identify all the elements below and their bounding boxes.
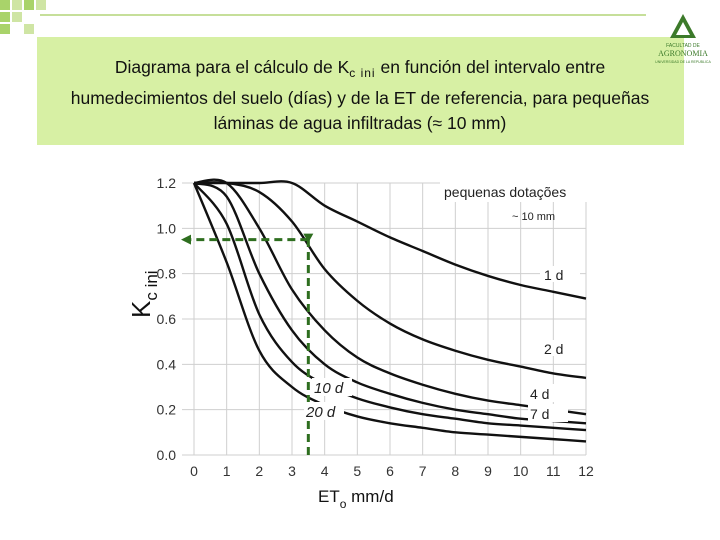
x-tick-label: 0 (190, 463, 198, 479)
x-tick-label: 4 (320, 463, 329, 479)
y-axis-label-sub: c ini (142, 270, 161, 301)
x-axis-label-unit: mm/d (346, 487, 394, 506)
logo-text-2: AGRONOMIA (658, 49, 708, 58)
guide-lines (181, 234, 313, 455)
label-10d: 10 d (314, 380, 344, 397)
x-tick-label: 3 (288, 463, 296, 479)
x-tick-label: 1 (222, 463, 231, 479)
y-tick-label: 0.6 (156, 311, 176, 327)
x-axis-label-main: ET (318, 487, 340, 506)
label-20d: 20 d (306, 404, 336, 421)
y-tick-label: 1.0 (156, 220, 176, 237)
label-1d: 1 d (544, 267, 564, 283)
x-axis-label (318, 487, 394, 511)
logo-text-1: FACULTAD DE (666, 43, 700, 49)
y-tick-label: 0.2 (156, 401, 176, 418)
x-axis-label-sub: o (339, 497, 347, 511)
y-axis-label-main: K (126, 300, 156, 318)
title-part-2: en función del intervalo entre humedecimientos del suelo (días) y de la ET de referencia, para pequeñas láminas de agua infiltradas (≈ 10 mm) (70, 57, 650, 133)
y-axis-label (126, 270, 161, 318)
y-tick-label: 0.4 (156, 356, 176, 373)
y-tick-label: 0.0 (156, 447, 176, 463)
title-part-1: Diagrama para el cálculo de K (114, 57, 350, 77)
logo-text-3: UNIVERSIDAD DE LA REPUBLICA (655, 60, 711, 64)
x-tick-label: 5 (353, 463, 362, 479)
title-subscript: c ini (349, 66, 376, 80)
x-tick-label: 10 (512, 463, 529, 479)
guide-arrow-left (181, 235, 191, 245)
label-2d: 2 d (544, 341, 564, 357)
x-tick-label: 8 (451, 463, 460, 479)
y-tick-label: 0.8 (156, 265, 176, 282)
x-tick-label: 9 (484, 463, 492, 479)
label-4d: 4 d (530, 386, 550, 402)
annotation-amount: ~ 10 mm (512, 211, 556, 223)
y-tick-label: 1.2 (156, 175, 176, 191)
svg-text:Kc ini (126, 270, 161, 318)
x-tick-label: 12 (578, 463, 594, 479)
label-7d: 7 d (530, 406, 550, 422)
annotation-heading: pequenas dotações (444, 184, 567, 200)
x-tick-label: 6 (386, 463, 394, 479)
x-tick-label: 7 (418, 463, 427, 479)
x-tick-label: 2 (255, 463, 264, 479)
x-tick-label: 11 (546, 463, 561, 479)
